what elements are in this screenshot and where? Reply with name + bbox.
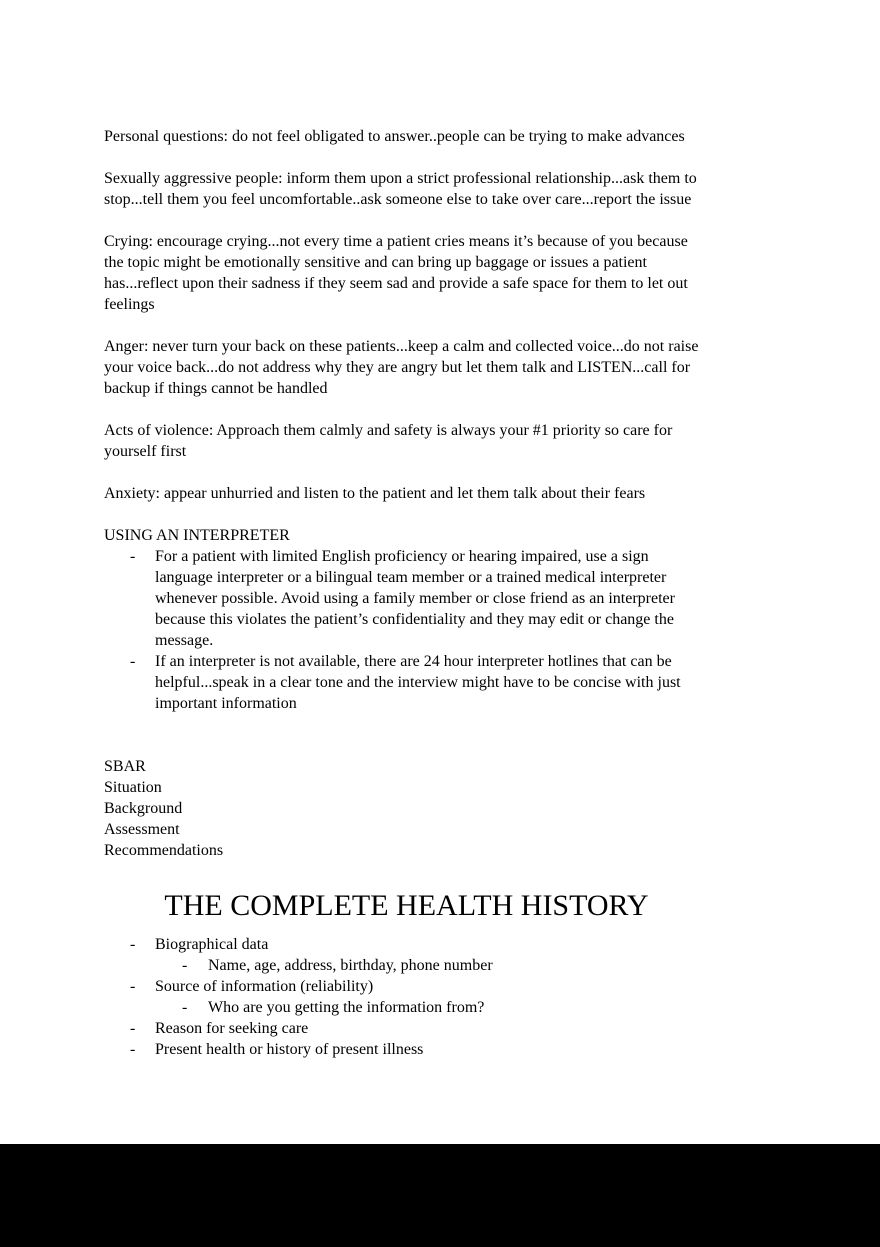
list-item-text: Source of information (reliability) bbox=[155, 978, 374, 995]
list-item-text: Reason for seeking care bbox=[155, 1020, 309, 1037]
list-item bbox=[104, 651, 709, 714]
note-paragraph: Acts of violence: Approach them calmly and safety is always your #1 priority so care for yourself first bbox=[104, 422, 673, 460]
list-item-text: Present health or history of present illness bbox=[155, 1041, 424, 1058]
sbar-line: Situation bbox=[104, 779, 162, 796]
interpreter-section-heading: USING AN INTERPRETER bbox=[104, 527, 290, 544]
list-item bbox=[104, 955, 709, 976]
bullet-dash: - bbox=[130, 1041, 136, 1058]
bullet-dash: - bbox=[130, 1020, 136, 1037]
bullet-dash: - bbox=[130, 653, 136, 670]
bullet-dash: - bbox=[130, 548, 136, 565]
letterbox-band bbox=[0, 1144, 880, 1247]
list-item-text: Name, age, address, birthday, phone number bbox=[208, 957, 493, 974]
sbar-line: Assessment bbox=[104, 821, 180, 838]
note-paragraph: Anger: never turn your back on these patients...keep a calm and collected voice...do not raise your voice back...do not address why they are angry but let them talk and LISTEN...call for backup if things cannot be handled bbox=[104, 338, 699, 397]
note-paragraph: Personal questions: do not feel obligated to answer..people can be trying to make advances bbox=[104, 128, 685, 145]
list-item bbox=[104, 1039, 709, 1060]
list-item bbox=[104, 976, 709, 997]
list-item-text: Who are you getting the information from? bbox=[208, 999, 485, 1016]
note-paragraph: Anxiety: appear unhurried and listen to the patient and let them talk about their fears bbox=[104, 485, 646, 502]
sbar-line: Recommendations bbox=[104, 842, 224, 859]
list-item bbox=[104, 997, 709, 1018]
bullet-dash: - bbox=[182, 957, 188, 974]
sbar-line: Background bbox=[104, 800, 183, 817]
list-item-text: Biographical data bbox=[155, 936, 269, 953]
sbar-section bbox=[104, 756, 709, 861]
list-item bbox=[104, 1018, 709, 1039]
list-item bbox=[104, 934, 709, 955]
list-item bbox=[104, 546, 709, 651]
list-item-text: For a patient with limited English proficiency or hearing impaired, use a sign language interpreter or a bilingual team member or a trained medical interpreter whenever possible. Avoid using a family member or close friend as an interpreter because this violates the patient’s confidentiality and they may edit or change the message. bbox=[155, 548, 675, 649]
bullet-dash: - bbox=[130, 936, 136, 953]
health-history-title: THE COMPLETE HEALTH HISTORY bbox=[164, 889, 649, 922]
note-paragraph: Crying: encourage crying...not every time a patient cries means it’s because of you because the topic might be emotionally sensitive and can bring up baggage or issues a patient has...reflect upon their sadness if they seem sad and provide a safe space for them to let out feelings bbox=[104, 233, 688, 313]
list-item-text: If an interpreter is not available, there are 24 hour interpreter hotlines that can be helpful...speak in a clear tone and the interview might have to be concise with just important information bbox=[155, 653, 681, 712]
bullet-dash: - bbox=[182, 999, 188, 1016]
bullet-dash: - bbox=[130, 978, 136, 995]
note-paragraph: Sexually aggressive people: inform them upon a strict professional relationship...ask them to stop...tell them you feel uncomfortable..ask someone else to take over care...report the issue bbox=[104, 170, 697, 208]
sbar-line: SBAR bbox=[104, 758, 146, 775]
